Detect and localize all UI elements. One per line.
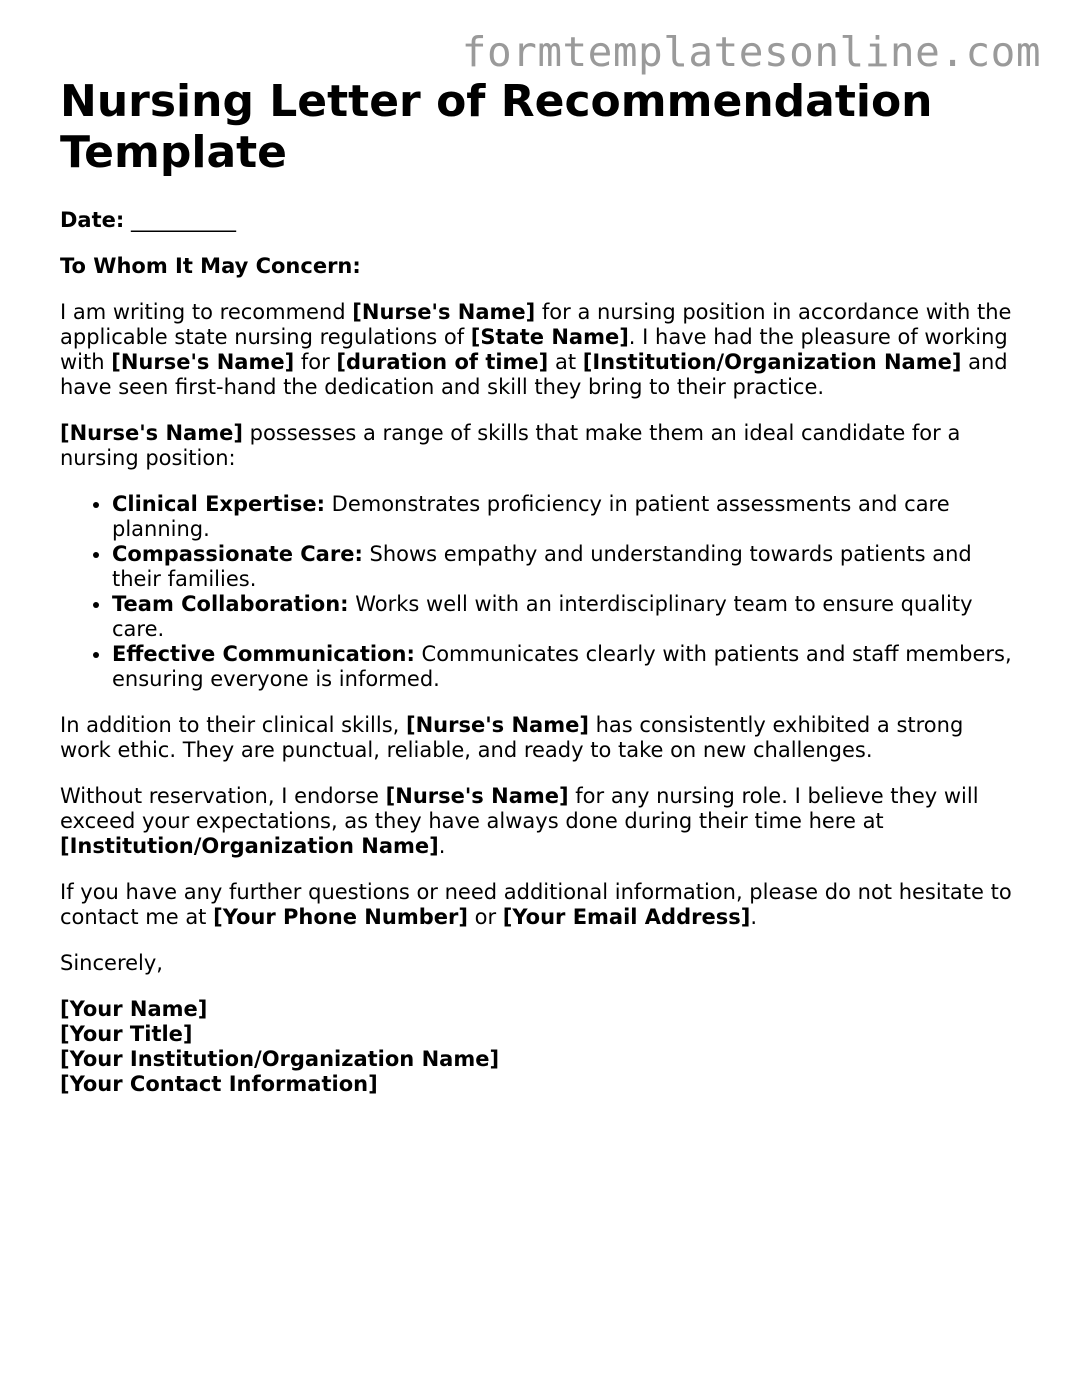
placeholder-nurse-name: [Nurse's Name]	[60, 421, 243, 445]
text: In addition to their clinical skills,	[60, 713, 406, 737]
list-item	[112, 642, 1020, 692]
skill-label: Clinical Expertise:	[112, 492, 325, 516]
placeholder-phone: [Your Phone Number]	[213, 905, 468, 929]
placeholder-nurse-name: [Nurse's Name]	[385, 784, 569, 808]
text: .	[438, 834, 446, 858]
skill-label: Effective Communication:	[112, 642, 415, 666]
paragraph-contact	[60, 880, 1020, 930]
placeholder-nurse-name: [Nurse's Name]	[406, 713, 589, 737]
skills-list	[60, 492, 1020, 692]
page-title: Nursing Letter of Recommendation Template	[60, 76, 933, 178]
signature-block	[60, 997, 1020, 1097]
text: and have seen first-hand the dedication and skill they bring to their practice.	[60, 350, 1008, 399]
list-item	[112, 542, 1020, 592]
text: .	[750, 905, 758, 929]
paragraph-work-ethic	[60, 713, 1020, 763]
placeholder-institution: [Institution/Organization Name]	[60, 834, 439, 858]
skill-text: Demonstrates proficiency in patient assessments and care planning.	[112, 492, 950, 541]
text: at	[548, 350, 583, 374]
date-line	[60, 208, 1020, 233]
letter-document	[60, 76, 1020, 1097]
placeholder-email: [Your Email Address]	[502, 905, 751, 929]
greeting	[60, 254, 1020, 279]
greeting-text: To Whom It May Concern:	[60, 254, 361, 278]
placeholder-duration: [duration of time]	[336, 350, 549, 374]
placeholder-state-name: [State Name]	[470, 325, 629, 349]
text: If you have any further questions or need additional information, please do not hesitate to contact me at	[60, 880, 1012, 929]
skill-text: Communicates clearly with patients and staff members, ensuring everyone is informed.	[112, 642, 1012, 691]
signature-name: [Your Name]	[60, 997, 208, 1021]
text: for a nursing position in accordance with the applicable state nursing regulations of	[60, 300, 1012, 349]
text: for	[294, 350, 337, 374]
date-label: Date:	[60, 208, 125, 232]
text: . I have had the pleasure of working with	[60, 325, 1008, 374]
placeholder-nurse-name: [Nurse's Name]	[352, 300, 536, 324]
signature-title: [Your Title]	[60, 1022, 193, 1046]
skill-label: Compassionate Care:	[112, 542, 363, 566]
skill-label: Team Collaboration:	[112, 592, 349, 616]
signature-contact: [Your Contact Information]	[60, 1072, 378, 1096]
text: Without reservation, I endorse	[60, 784, 386, 808]
text: has consistently exhibited a strong work ethic. They are punctual, reliable, and ready to take on new challenges.	[60, 713, 964, 762]
paragraph-skills-intro	[60, 421, 1020, 471]
text: possesses a range of skills that make them an ideal candidate for a nursing position:	[60, 421, 961, 470]
placeholder-institution: [Institution/Organization Name]	[582, 350, 962, 374]
list-item	[112, 492, 1020, 542]
list-item	[112, 592, 1020, 642]
closing: Sincerely,	[60, 951, 163, 975]
text: or	[467, 905, 503, 929]
signature-institution: [Your Institution/Organization Name]	[60, 1047, 500, 1071]
text: for any nursing role. I believe they will exceed your expectations, as they have always done during their time here at	[60, 784, 979, 833]
watermark: formtemplatesonline.com	[461, 28, 1041, 76]
paragraph-intro	[60, 300, 1020, 400]
placeholder-nurse-name: [Nurse's Name]	[111, 350, 295, 374]
date-blank: __________	[130, 208, 236, 232]
skill-text: Works well with an interdisciplinary team to ensure quality care.	[112, 592, 973, 641]
text: I am writing to recommend	[60, 300, 353, 324]
paragraph-endorsement	[60, 784, 1020, 859]
skill-text: Shows empathy and understanding towards patients and their families.	[112, 542, 972, 591]
